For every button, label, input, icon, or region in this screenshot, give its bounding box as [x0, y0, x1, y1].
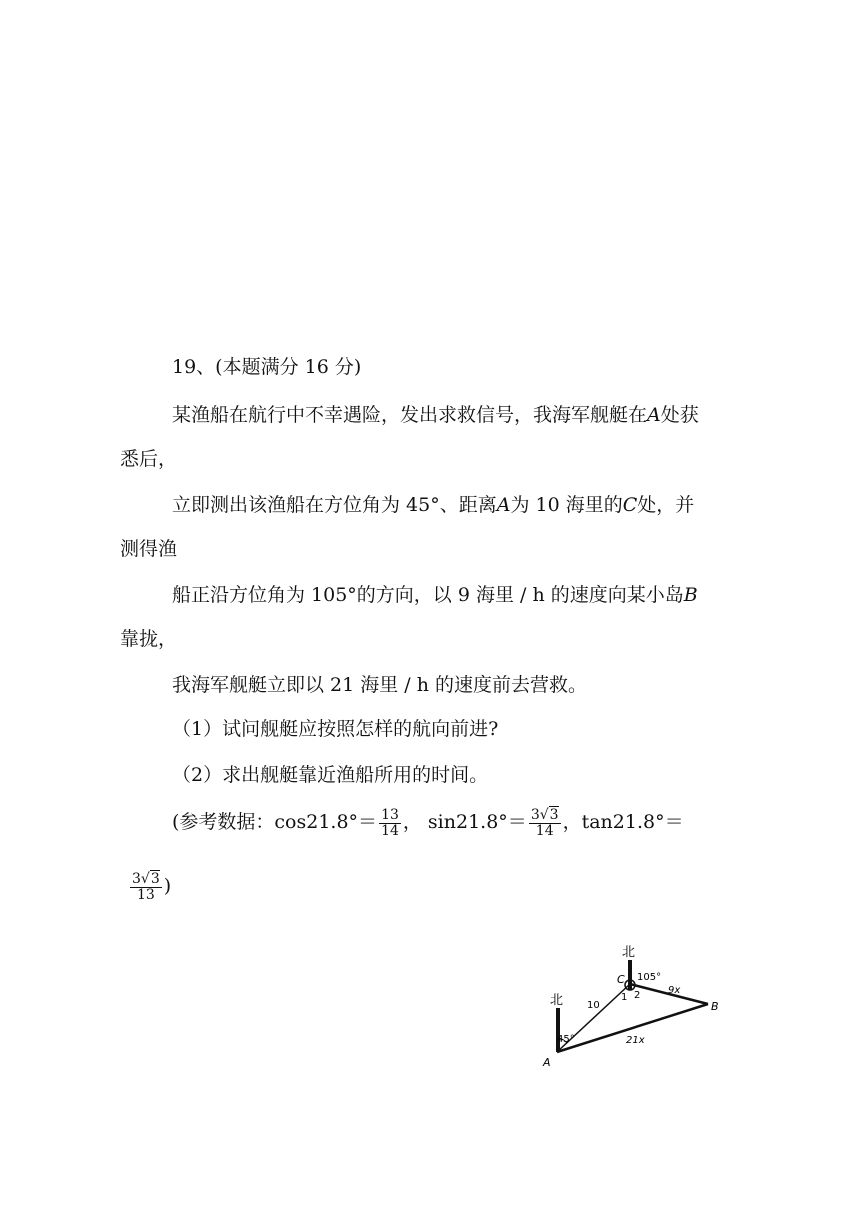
paragraph-1-line-1: 某渔船在航行中不幸遇险，发出求救信号，我海军舰艇在A处获 [172, 404, 699, 426]
point-c-label: C [617, 973, 625, 986]
question-2: （2）求出舰艇靠近渔船所用的时间。 [172, 764, 489, 786]
north-label-c: 北 [622, 945, 636, 960]
problem-heading: 19、(本题满分 16 分) [172, 356, 362, 378]
reference-data-line-1: (参考数据：cos21.8°＝ $\frac{13}{14}$ ， sin21.8°＝ $\frac{3√3}{14}$ ，tan21.8°＝ [172, 806, 684, 839]
paragraph-2-line-2: 测得渔 [120, 538, 178, 560]
question-1: （1）试问舰艇应按照怎样的航向前进? [172, 718, 499, 740]
side-cb-label: 9x [668, 985, 681, 996]
angle-a-label: 45° [557, 1034, 575, 1045]
north-label-a: 北 [550, 993, 564, 1008]
paragraph-2-line-1: 立即测出该渔船在方位角为 45°、距离A为 10 海里的C处，并 [172, 494, 695, 516]
paragraph-3-line-2: 靠拢， [120, 628, 178, 650]
point-b-label: B [711, 1000, 719, 1013]
side-ac-label: 10 [587, 1000, 600, 1011]
paragraph-3-line-1: 船正沿方位角为 105°的方向，以 9 海里 / h 的速度向某小岛B [172, 584, 698, 606]
angle-2-label: 2 [634, 990, 641, 1001]
sin-fraction: $\frac{3√3}{14}$ [530, 806, 559, 839]
side-ab-label: 21x [626, 1035, 645, 1046]
reference-data-line-2: $\frac{3√3}{13}$ ) [132, 871, 172, 903]
angle-1-label: 1 [621, 992, 628, 1003]
paragraph-1-line-2: 悉后， [120, 448, 178, 470]
point-a-label: A [543, 1056, 551, 1069]
tan-fraction: $\frac{3√3}{13}$ [132, 871, 160, 903]
cos-fraction: $\frac{13}{14}$ [381, 806, 399, 839]
angle-c-label: 105° [637, 972, 662, 983]
paragraph-4: 我海军舰艇立即以 21 海里 / h 的速度前去营救。 [172, 674, 588, 696]
